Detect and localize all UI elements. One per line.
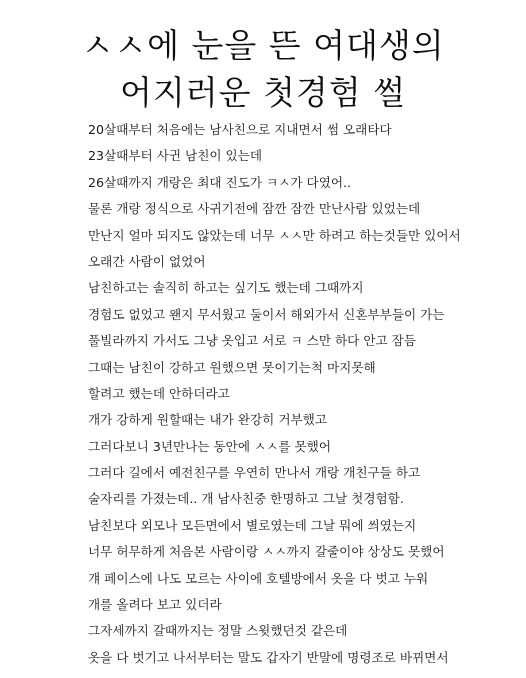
- text-line: 남친하고는 솔직히 하고는 싶기도 했는데 그때까지: [88, 280, 364, 296]
- text-line: 그러다 길에서 예전친구를 우연히 만나서 개랑 개친구들 하고: [88, 465, 421, 481]
- text-line: 할려고 했는데 안하더라고: [88, 385, 230, 401]
- title-line-2: 어지러운 첫경험 썰: [119, 73, 406, 112]
- text-line: 풀빌라까지 가서도 그냥 옷입고 서로 ㅋ 스만 하다 안고 잠듬: [88, 333, 417, 349]
- text-line: 너무 허무하게 처음본 사람이랑 ㅅㅅ까지 갈줄이야 상상도 못했어: [88, 544, 445, 560]
- body-text: [88, 117, 518, 671]
- text-line: 개를 올려다 보고 있더라: [88, 597, 222, 613]
- text-line: 남친보다 외모나 모든면에서 별로였는데 그날 뭐에 씌였는지: [88, 517, 417, 533]
- title-line-1: ㅅㅅ에 눈을 뜬 여대생의: [81, 26, 445, 65]
- text-line: 그때는 남친이 강하고 원했으면 못이기는척 마지못해: [88, 359, 376, 375]
- text-line: 개가 강하게 원할때는 내가 완강히 거부했고: [88, 412, 327, 428]
- text-line: 술자리를 가졌는데.. 개 남사친중 한명하고 그날 첫경험함.: [88, 491, 404, 507]
- text-line: 오래간 사람이 없었어: [88, 253, 206, 269]
- text-line: 경험도 없었고 왠지 무서웠고 둘이서 해외가서 신혼부부들이 가는: [88, 306, 445, 322]
- text-line: 걔 페이스에 나도 모르는 사이에 호텔방에서 옷을 다 벗고 누워: [88, 570, 429, 586]
- text-line: 물론 개랑 정식으로 사귀기전에 잠깐 잠깐 만난사람 있었는데: [88, 201, 421, 217]
- text-line: 20살때부터 처음에는 남사친으로 지내면서 썸 오래타다: [88, 122, 392, 137]
- text-line: 그자세까지 갈때까지는 정말 스윗했던것 같은데: [88, 623, 348, 639]
- text-line: 26살때까지 개랑은 최대 진도가 ㅋㅅ가 다였어..: [88, 174, 352, 190]
- text-line: 만난지 얼마 되지도 않았는데 너무 ㅅㅅ만 하려고 하는것들만 있어서: [88, 227, 461, 243]
- text-line: 23살때부터 사귄 남친이 있는데: [88, 148, 263, 164]
- text-line: 옷을 다 벗기고 나서부터는 말도 갑자기 반말에 명령조로 바뀌면서: [88, 649, 449, 665]
- text-line: 그러다보니 3년만나는 동안에 ㅅㅅ를 못했어: [88, 438, 332, 454]
